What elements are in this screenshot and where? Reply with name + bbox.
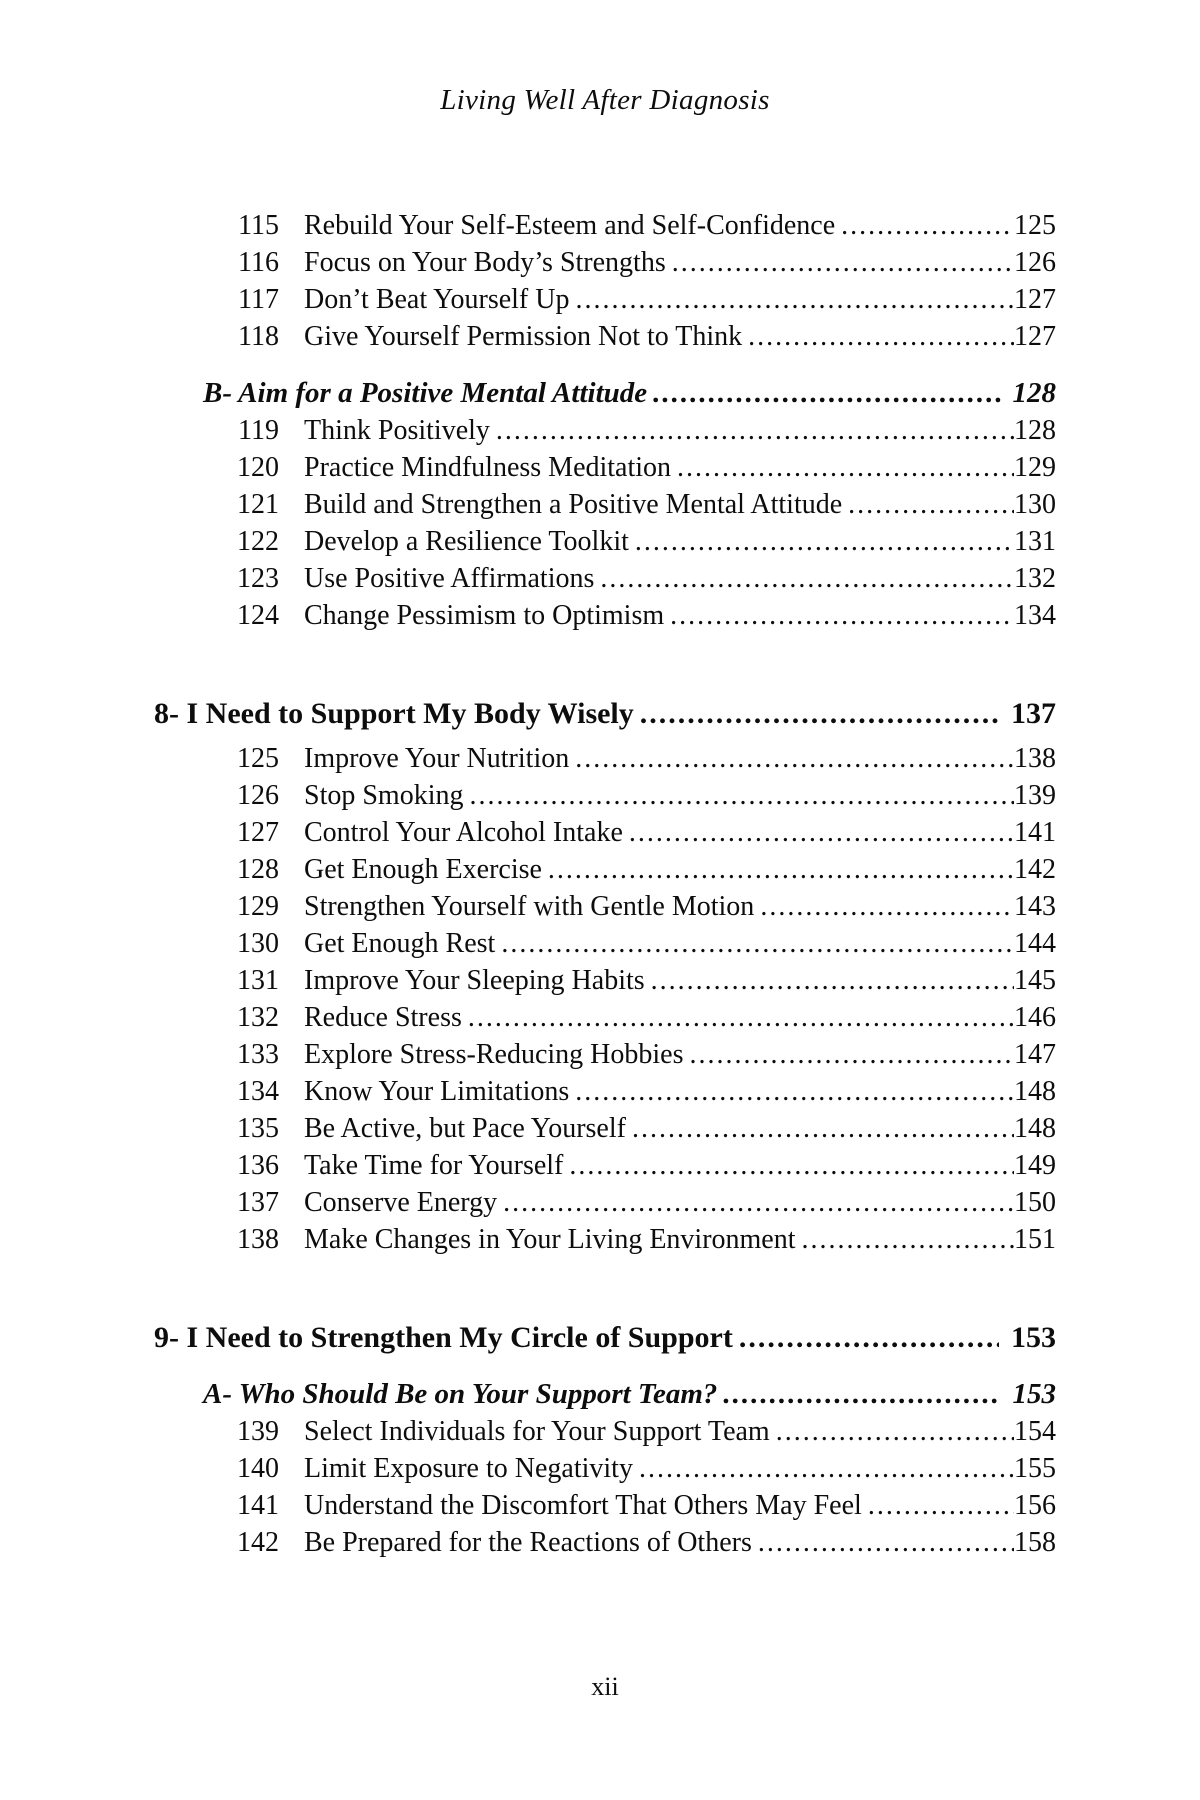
toc-entry-row: [154, 925, 1056, 962]
section-heading-row: [154, 1376, 1056, 1413]
dot-leader: [645, 962, 1014, 999]
page-content-column: [154, 0, 1056, 1800]
page-number: 141: [1014, 817, 1056, 848]
item-title: 8- I Need to Support My Body Wisely: [154, 697, 634, 730]
toc-entry-row: [154, 412, 1056, 449]
item-number: 136: [237, 1150, 279, 1181]
item-title: Use Positive Affirmations: [304, 563, 595, 594]
item-title: Improve Your Sleeping Habits: [304, 965, 645, 996]
dot-leader: [563, 1147, 1014, 1184]
item-title: A- Who Should Be on Your Support Team?: [203, 1378, 718, 1410]
item-title: Make Changes in Your Living Environment: [304, 1224, 796, 1255]
dot-leader: [542, 851, 1014, 888]
item-number: 121: [237, 489, 279, 520]
toc-entry-row: [154, 1221, 1056, 1258]
toc-entry-row: [154, 486, 1056, 523]
item-number: 131: [237, 965, 279, 996]
item-number: 125: [237, 743, 279, 774]
page-number: 127: [1014, 321, 1056, 352]
item-title: Understand the Discomfort That Others May Feel: [304, 1490, 862, 1521]
page-number: 156: [1014, 1490, 1056, 1521]
item-number: 142: [237, 1527, 279, 1558]
dot-leader: [463, 777, 1014, 814]
toc-entry-row: [154, 318, 1056, 355]
item-number: 134: [237, 1076, 279, 1107]
dot-leader: [684, 1036, 1015, 1073]
item-title: Be Active, but Pace Yourself: [304, 1113, 626, 1144]
item-number: 127: [237, 817, 279, 848]
item-title: Select Individuals for Your Support Team: [304, 1416, 770, 1447]
item-number: 126: [237, 780, 279, 811]
item-title: Build and Strengthen a Positive Mental Attitude: [304, 489, 843, 520]
item-title: B- Aim for a Positive Mental Attitude: [203, 377, 648, 409]
item-number: 135: [237, 1113, 279, 1144]
dot-leader: [842, 486, 1014, 523]
dot-leader: [770, 1413, 1014, 1450]
page-number: 134: [1014, 600, 1056, 631]
toc-entry-row: [154, 244, 1056, 281]
section-heading-row: [154, 375, 1056, 412]
item-number: 119: [238, 415, 279, 446]
dot-leader: [462, 999, 1014, 1036]
toc-entry-row: [154, 814, 1056, 851]
item-number: 141: [237, 1490, 279, 1521]
item-title: Reduce Stress: [304, 1002, 462, 1033]
item-title: Limit Exposure to Negativity: [304, 1453, 633, 1484]
dot-leader: [633, 1450, 1014, 1487]
item-title: Don’t Beat Yourself Up: [304, 284, 570, 315]
toc-entry-row: [154, 740, 1056, 777]
toc-entry-row: [154, 1184, 1056, 1221]
dot-leader: [717, 1376, 1000, 1413]
item-title: Know Your Limitations: [304, 1076, 570, 1107]
toc-entry-row: [154, 999, 1056, 1036]
dot-leader: [569, 1073, 1014, 1110]
item-number: 130: [237, 928, 279, 959]
toc-entry-row: [154, 207, 1056, 244]
page-number: 148: [1014, 1113, 1056, 1144]
page-number: 153: [1012, 1378, 1056, 1410]
dot-leader: [647, 375, 1000, 412]
item-title: Think Positively: [304, 415, 490, 446]
item-title: Control Your Alcohol Intake: [304, 817, 623, 848]
item-title: Give Yourself Permission Not to Think: [304, 321, 743, 352]
page-number: 158: [1014, 1527, 1056, 1558]
item-number: 116: [238, 247, 279, 278]
page-number: 147: [1014, 1039, 1056, 1070]
page-number: 131: [1014, 526, 1056, 557]
item-number: 129: [237, 891, 279, 922]
item-title: Develop a Resilience Toolkit: [304, 526, 629, 557]
page-number: 144: [1014, 928, 1056, 959]
dot-leader: [495, 925, 1014, 962]
dot-leader: [796, 1221, 1014, 1258]
item-title: 9- I Need to Strengthen My Circle of Support: [154, 1321, 733, 1354]
dot-leader: [742, 318, 1014, 355]
item-title: Explore Stress-Reducing Hobbies: [304, 1039, 684, 1070]
item-number: 120: [237, 452, 279, 483]
toc-entry-row: [154, 962, 1056, 999]
page-number: 138: [1014, 743, 1056, 774]
dot-leader: [497, 1184, 1014, 1221]
item-number: 133: [237, 1039, 279, 1070]
item-title: Conserve Energy: [304, 1187, 498, 1218]
item-number: 140: [237, 1453, 279, 1484]
page-number: 146: [1014, 1002, 1056, 1033]
dot-leader: [623, 814, 1014, 851]
page-number: 154: [1014, 1416, 1056, 1447]
page-number: 132: [1014, 563, 1056, 594]
toc-entry-row: [154, 888, 1056, 925]
toc-entry-row: [154, 777, 1056, 814]
page-number: 143: [1014, 891, 1056, 922]
item-number: 122: [237, 526, 279, 557]
page-number: 139: [1014, 780, 1056, 811]
item-title: Practice Mindfulness Meditation: [304, 452, 672, 483]
page-number: 142: [1014, 854, 1056, 885]
dot-leader: [629, 523, 1014, 560]
chapter-heading-row: [154, 695, 1056, 732]
page-number: 130: [1014, 489, 1056, 520]
page-number: 125: [1014, 210, 1056, 241]
dot-leader: [569, 740, 1014, 777]
dot-leader: [752, 1524, 1014, 1561]
page-number: 148: [1014, 1076, 1056, 1107]
item-title: Get Enough Rest: [304, 928, 496, 959]
page-number: 153: [1011, 1321, 1056, 1354]
dot-leader: [634, 695, 999, 732]
dot-leader: [666, 244, 1014, 281]
dot-leader: [490, 412, 1014, 449]
item-number: 139: [237, 1416, 279, 1447]
dot-leader: [754, 888, 1014, 925]
page-number: 126: [1014, 247, 1056, 278]
item-number: 115: [238, 210, 279, 241]
toc-entry-row: [154, 1036, 1056, 1073]
item-title: Strengthen Yourself with Gentle Motion: [304, 891, 755, 922]
toc-entry-row: [154, 1524, 1056, 1561]
item-title: Change Pessimism to Optimism: [304, 600, 665, 631]
page-number: 127: [1014, 284, 1056, 315]
toc-entry-row: [154, 449, 1056, 486]
page-number: 145: [1014, 965, 1056, 996]
dot-leader: [835, 207, 1014, 244]
item-number: 117: [238, 284, 279, 315]
item-number: 137: [237, 1187, 279, 1218]
toc-entry-row: [154, 523, 1056, 560]
toc-entry-row: [154, 851, 1056, 888]
dot-leader: [569, 281, 1014, 318]
item-number: 118: [238, 321, 279, 352]
page-number: 155: [1014, 1453, 1056, 1484]
item-title: Improve Your Nutrition: [304, 743, 570, 774]
page-number: 150: [1014, 1187, 1056, 1218]
dot-leader: [626, 1110, 1014, 1147]
item-title: Stop Smoking: [304, 780, 464, 811]
page-number: 128: [1012, 377, 1056, 409]
item-title: Rebuild Your Self-Esteem and Self-Confidence: [304, 210, 836, 241]
toc-entry-row: [154, 1110, 1056, 1147]
item-title: Get Enough Exercise: [304, 854, 542, 885]
item-title: Be Prepared for the Reactions of Others: [304, 1527, 752, 1558]
item-title: Focus on Your Body’s Strengths: [304, 247, 666, 278]
running-head: Living Well After Diagnosis: [440, 84, 770, 116]
toc-entry-row: [154, 560, 1056, 597]
dot-leader: [671, 449, 1014, 486]
dot-leader: [664, 597, 1014, 634]
chapter-heading-row: [154, 1319, 1056, 1356]
item-number: 138: [237, 1224, 279, 1255]
page-number: 128: [1014, 415, 1056, 446]
table-of-contents: [154, 207, 1056, 1561]
toc-entry-row: [154, 1450, 1056, 1487]
item-title: Take Time for Yourself: [304, 1150, 564, 1181]
page-number: 151: [1014, 1224, 1056, 1255]
page-number-folio: xii: [591, 1672, 619, 1701]
item-number: 123: [237, 563, 279, 594]
dot-leader: [733, 1319, 999, 1356]
toc-entry-row: [154, 281, 1056, 318]
item-number: 124: [237, 600, 279, 631]
toc-entry-row: [154, 1413, 1056, 1450]
page-number: 149: [1014, 1150, 1056, 1181]
dot-leader: [594, 560, 1014, 597]
toc-entry-row: [154, 1147, 1056, 1184]
toc-entry-row: [154, 1487, 1056, 1524]
toc-entry-row: [154, 1073, 1056, 1110]
page-number: 137: [1011, 697, 1056, 730]
item-number: 128: [237, 854, 279, 885]
toc-entry-row: [154, 597, 1056, 634]
dot-leader: [862, 1487, 1014, 1524]
item-number: 132: [237, 1002, 279, 1033]
page-number: 129: [1014, 452, 1056, 483]
